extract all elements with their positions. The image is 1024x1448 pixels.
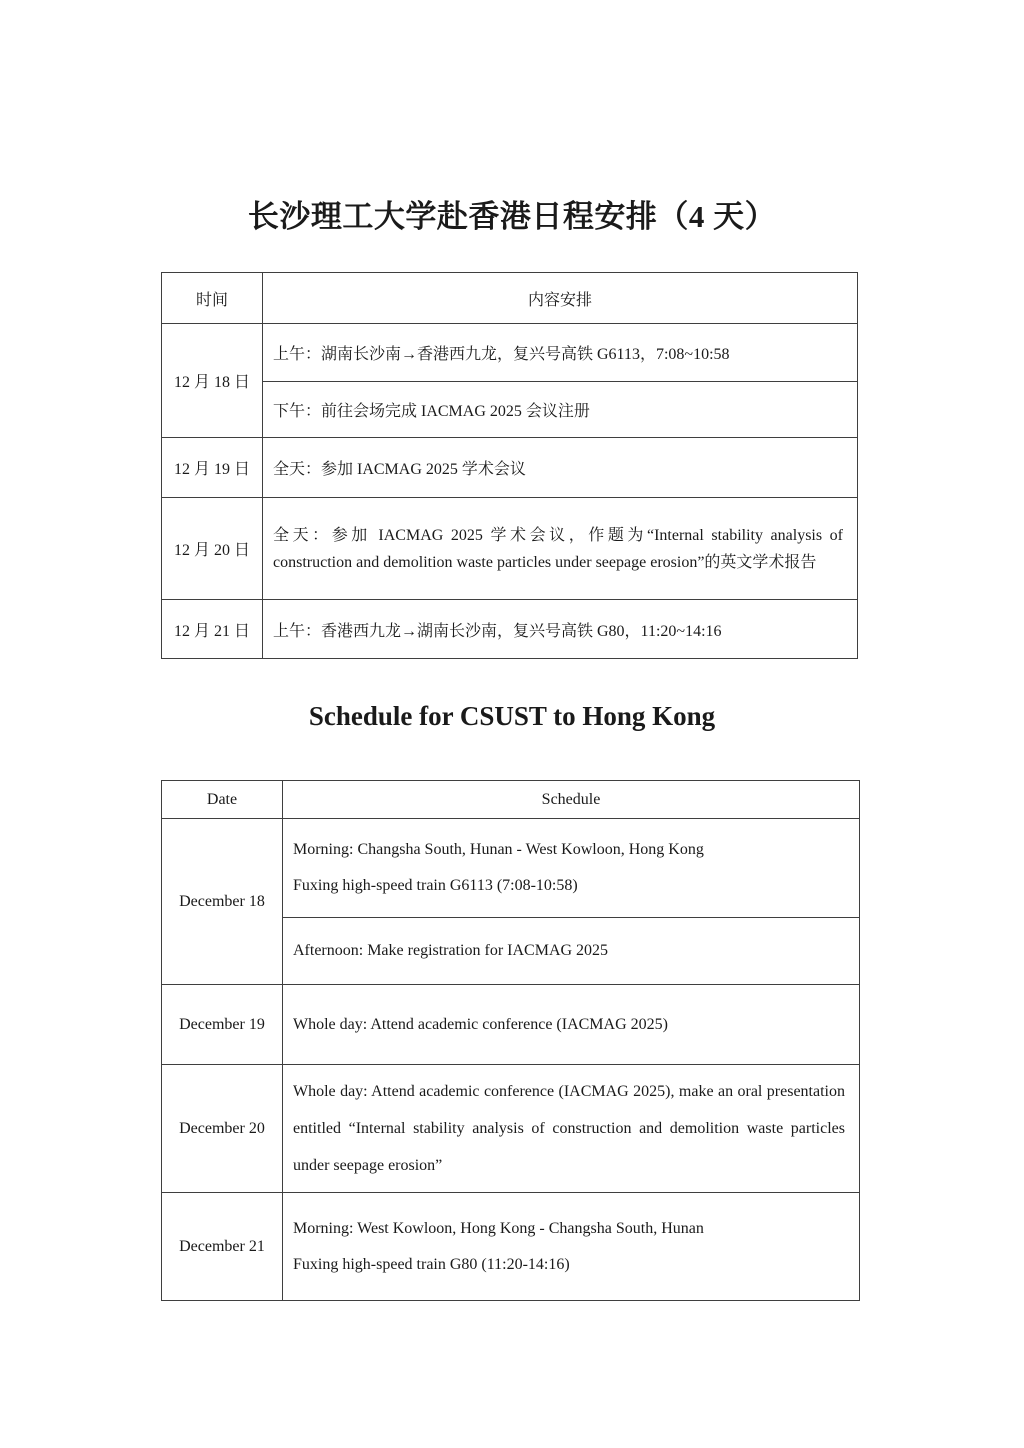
schedule-cell-dec18-afternoon-cn: 下午：前往会场完成 IACMAG 2025 会议注册: [263, 382, 858, 438]
date-cell-dec21-en: December 21: [162, 1193, 283, 1301]
schedule-cell-dec18-morning-cn: 上午：湖南长沙南→香港西九龙，复兴号高铁 G6113，7:08~10:58: [263, 324, 858, 382]
table-row: [162, 600, 858, 659]
schedule-line: Morning: West Kowloon, Hong Kong - Changsha South, Hunan: [293, 1219, 704, 1237]
schedule-cell-dec18-afternoon-en: Afternoon: Make registration for IACMAG 2025: [283, 918, 860, 985]
schedule-cell-dec21-cn: 上午：香港西九龙→湖南长沙南，复兴号高铁 G80，11:20~14:16: [263, 600, 858, 659]
document-title-english: Schedule for CSUST to Hong Kong: [308, 701, 716, 731]
table-row: [162, 498, 858, 600]
schedule-table-chinese: [161, 272, 858, 659]
header-content-cell: 内容安排: [263, 273, 858, 324]
date-cell-dec19-cn: 12 月 19 日: [162, 438, 263, 498]
schedule-cell-dec18-morning-en: [283, 819, 860, 918]
date-cell-dec18-en: December 18: [162, 819, 283, 985]
table-row: [162, 1193, 860, 1301]
table-row: [162, 273, 858, 324]
schedule-table-chinese-grid: [161, 272, 858, 659]
date-cell-dec20-cn: 12 月 20 日: [162, 498, 263, 600]
schedule-table-english-grid: [161, 780, 860, 1301]
table-row: [162, 781, 860, 819]
schedule-cell-dec21-en: [283, 1193, 860, 1301]
schedule-table-english: [161, 780, 860, 1301]
schedule-line: Morning: Changsha South, Hunan - West Kowloon, Hong Kong: [293, 841, 704, 858]
header-schedule-cell: Schedule: [283, 781, 860, 819]
table-row: [162, 382, 858, 438]
table-row: [162, 985, 860, 1065]
document-title-chinese: 长沙理工大学赴香港日程安排（4 天）: [247, 199, 777, 234]
table-row: [162, 1065, 860, 1193]
schedule-cell-dec19-en: Whole day: Attend academic conference (IACMAG 2025): [283, 985, 860, 1065]
table-row: [162, 324, 858, 382]
header-time-cell: 时间: [162, 273, 263, 324]
table-row: [162, 819, 860, 918]
schedule-cell-dec19-cn: 全天：参加 IACMAG 2025 学术会议: [263, 438, 858, 498]
table-row: [162, 438, 858, 498]
date-cell-dec20-en: December 20: [162, 1065, 283, 1193]
date-cell-dec18-cn: 12 月 18 日: [162, 324, 263, 438]
header-date-cell: Date: [162, 781, 283, 819]
schedule-cell-dec20-cn: 全天：参加 IACMAG 2025 学术会议，作题为“Internal stability analysis of construction and demolition waste particles under seepage erosion”的英文学术报告: [263, 498, 858, 600]
schedule-cell-dec20-en: Whole day: Attend academic conference (IACMAG 2025), make an oral presentation entitled “Internal stability analysis of construction and demolition waste particles under seepage erosion”: [283, 1065, 860, 1193]
schedule-line: Fuxing high-speed train G80 (11:20-14:16): [293, 1255, 570, 1273]
date-cell-dec21-cn: 12 月 21 日: [162, 600, 263, 659]
schedule-line: Fuxing high-speed train G6113 (7:08-10:58): [293, 877, 578, 894]
date-cell-dec19-en: December 19: [162, 985, 283, 1065]
